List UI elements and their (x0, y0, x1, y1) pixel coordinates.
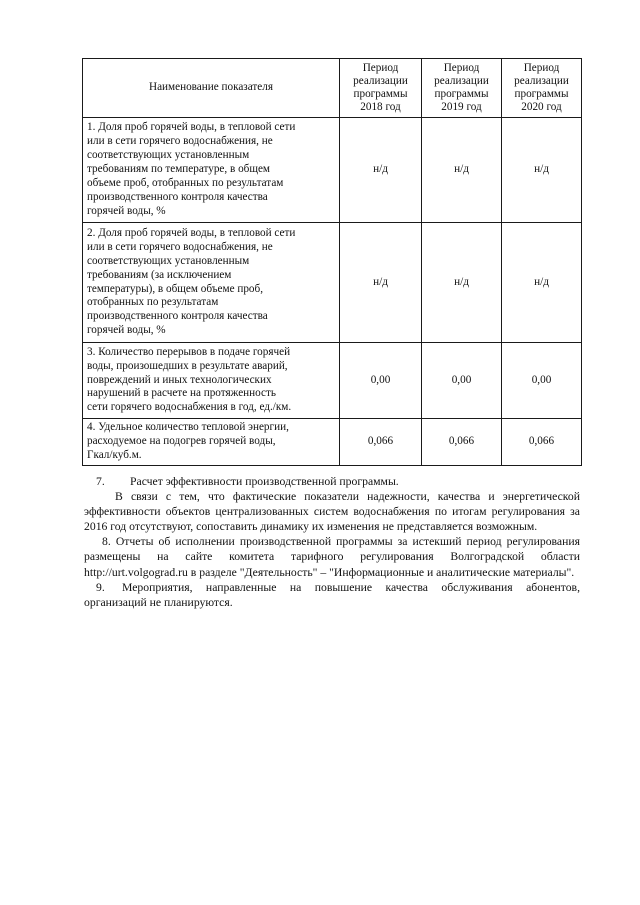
value-cell: 0,00 (340, 343, 422, 419)
section-number: 7. (96, 475, 105, 488)
indicator-name-1: 1. Доля проб горячей воды, в тепловой сети или в сети горячего водоснабжения, не соответствующих установленным требованиям по температуре, в общем объеме проб, отобранных по результатам производственного контроля качества горячей воды, % (83, 118, 340, 223)
value-cell: н/д (340, 118, 422, 223)
header-line: реализации (353, 74, 408, 87)
value-cell: 0,066 (340, 419, 422, 466)
table-row (83, 419, 582, 466)
header-line: программы (514, 88, 569, 100)
section-title: Расчет эффективности производственной программы. (130, 475, 399, 488)
table-row (83, 343, 582, 419)
value-cell: 0,066 (502, 419, 582, 466)
header-line: 2020 год (521, 101, 562, 114)
value-cell: 0,00 (422, 343, 502, 419)
header-period-2018 (340, 59, 422, 118)
header-line: программы (434, 88, 489, 100)
value-cell: н/д (422, 223, 502, 343)
header-line: Период (523, 61, 560, 74)
section-8-text: 8. Отчеты об исполнении производственной программы за истекший период регулирования размещены на сайте комитета тарифного регулирования Волгоградской области http://urt.volgograd.ru в разделе "Деятельность" – "Информационные и аналитические материалы". (84, 535, 580, 579)
table-row (83, 118, 582, 223)
value-cell: н/д (340, 223, 422, 343)
value-cell: 0,00 (502, 343, 582, 419)
header-line: реализации (514, 74, 569, 87)
indicator-name-4: 4. Удельное количество тепловой энергии, расходуемое на подогрев горячей воды, Гкал/куб.м. (83, 419, 340, 466)
section-body: Мероприятия, направленные на повышение качества обслуживания абонентов, организаций не планируются. (84, 580, 580, 609)
section-number: 9. (96, 580, 105, 594)
table-header-row (83, 59, 582, 118)
header-period-2019 (422, 59, 502, 118)
table-row (83, 223, 582, 343)
header-line: Период (443, 61, 480, 74)
header-line: 2019 год (441, 101, 482, 114)
indicators-table (82, 58, 582, 466)
header-line: Период (362, 61, 399, 74)
value-cell: н/д (502, 223, 582, 343)
value-cell: 0,066 (422, 419, 502, 466)
section-7-body: В связи с тем, что фактические показатели надежности, качества и энергетической эффективности объектов централизованных систем водоснабжения по итогам регулирования за 2016 год отсутствуют, сопоставить динамику их изменения не представляется возможным. (84, 490, 580, 534)
indicator-name-3: 3. Количество перерывов в подаче горячей воды, произошедших в результате аварий, повреждений и иных технологических нарушений в расчете на протяженность сети горячего водоснабжения в год, ед./км. (83, 343, 340, 419)
value-cell: н/д (422, 118, 502, 223)
header-indicator-name: Наименование показателя (83, 59, 340, 118)
header-period-2020 (502, 59, 582, 118)
body-text (84, 474, 580, 610)
header-line: программы (353, 88, 408, 100)
header-line: реализации (434, 74, 489, 87)
indicator-name-2: 2. Доля проб горячей воды, в тепловой сети или в сети горячего водоснабжения, не соответствующих установленным требованиям (за исключением температуры), в общем объеме проб, отобранных по результатам производственного контроля качества горячей воды, % (83, 223, 340, 343)
section-9-text (84, 580, 580, 610)
section-7-heading (84, 474, 580, 489)
value-cell: н/д (502, 118, 582, 223)
header-line: 2018 год (360, 101, 401, 114)
